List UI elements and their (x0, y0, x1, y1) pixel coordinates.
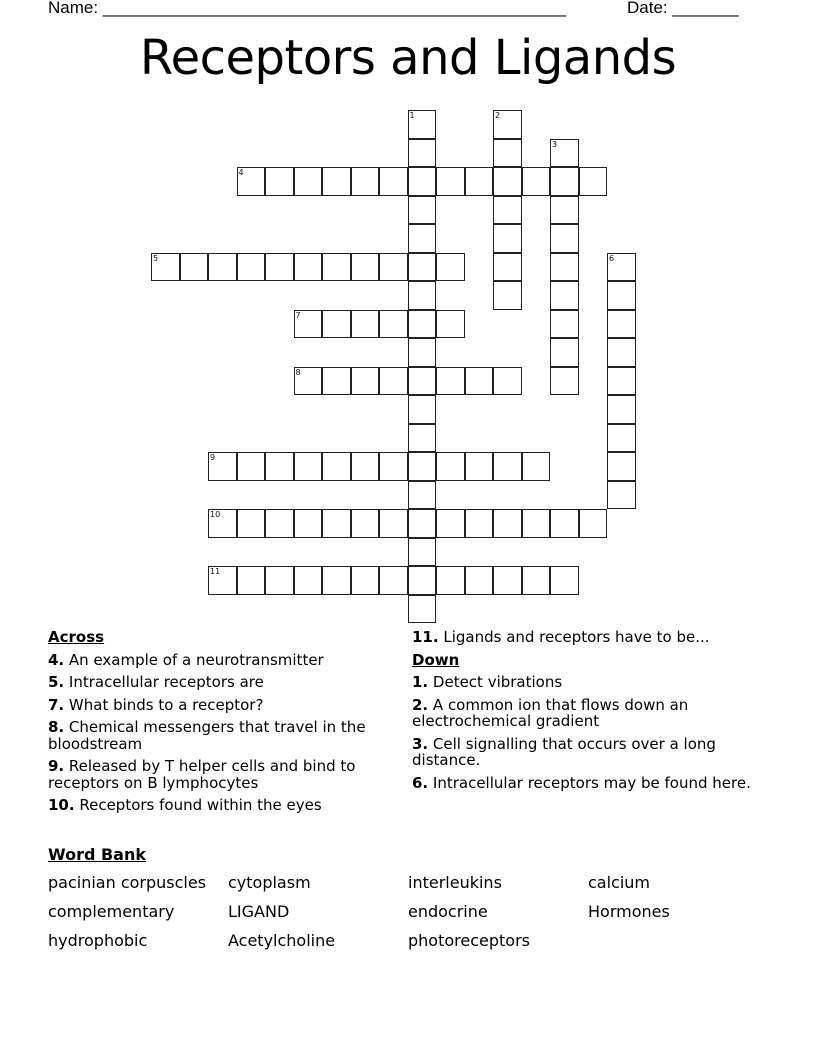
crossword-cell[interactable] (607, 481, 636, 510)
clue-number-label: 8 (295, 367, 301, 377)
word-bank-item: photoreceptors (408, 931, 530, 950)
clue-text: Released by T helper cells and bind to receptors on B lymphocytes (48, 757, 356, 792)
crossword-cell[interactable] (265, 566, 294, 595)
crossword-cell[interactable] (208, 509, 237, 538)
crossword-cell[interactable] (351, 310, 380, 339)
clue-number-label: 4 (238, 168, 244, 177)
crossword-cell[interactable] (322, 509, 351, 538)
crossword-cell[interactable] (351, 566, 380, 595)
crossword-cell[interactable] (408, 196, 437, 225)
crossword-cell[interactable] (379, 367, 408, 396)
crossword-cell[interactable] (493, 139, 522, 168)
crossword-cell[interactable] (408, 395, 437, 424)
crossword-cell[interactable] (379, 452, 408, 481)
down-heading: Down (412, 650, 460, 669)
clue-text: An example of a neurotransmitter (64, 650, 324, 669)
crossword-cell[interactable] (408, 509, 437, 538)
crossword-cell[interactable] (379, 566, 408, 595)
clue-number: 10. (48, 796, 75, 814)
clue-down-3 (412, 736, 752, 769)
crossword-cell[interactable] (265, 452, 294, 481)
crossword-cell[interactable] (550, 139, 579, 168)
clue-number: 11. (412, 628, 439, 646)
crossword-cell[interactable] (522, 452, 551, 481)
crossword-cell[interactable] (436, 253, 465, 282)
clue-number: 2. (412, 695, 429, 714)
crossword-cell[interactable] (607, 253, 636, 282)
date-field-label: Date: _______ (627, 0, 739, 17)
crossword-cell[interactable] (322, 310, 351, 339)
crossword-cell[interactable] (550, 253, 579, 282)
clue-text: Ligands and receptors have to be... (438, 628, 710, 646)
crossword-cell[interactable] (322, 253, 351, 282)
crossword-cell[interactable] (408, 538, 437, 567)
crossword-cell[interactable] (408, 595, 437, 624)
crossword-cell[interactable] (151, 253, 180, 282)
crossword-cell[interactable] (493, 452, 522, 481)
crossword-cell[interactable] (379, 509, 408, 538)
crossword-cell[interactable] (436, 566, 465, 595)
crossword-cell[interactable] (550, 338, 579, 367)
crossword-cell[interactable] (351, 253, 380, 282)
crossword-cell[interactable] (436, 452, 465, 481)
word-bank-item: Hormones (588, 902, 670, 921)
crossword-cell[interactable] (465, 509, 494, 538)
crossword-cell[interactable] (493, 509, 522, 538)
crossword-cell[interactable] (408, 139, 437, 168)
crossword-cell[interactable] (579, 509, 608, 538)
name-field-label: Name: _________________________________________________ (48, 0, 567, 17)
clue-number-label: 7 (295, 310, 301, 320)
crossword-cell[interactable] (408, 481, 437, 510)
crossword-cell[interactable] (550, 167, 579, 196)
crossword-cell[interactable] (408, 110, 437, 139)
clues-left-column (48, 629, 398, 820)
crossword-cell[interactable] (408, 281, 437, 310)
crossword-cell[interactable] (550, 196, 579, 225)
crossword-cell[interactable] (408, 566, 437, 595)
crossword-cell[interactable] (294, 452, 323, 481)
crossword-cell[interactable] (408, 167, 437, 196)
crossword-cell[interactable] (180, 253, 209, 282)
crossword-cell[interactable] (208, 253, 237, 282)
crossword-cell[interactable] (265, 167, 294, 196)
clue-across-5 (48, 674, 398, 691)
crossword-cell[interactable] (493, 224, 522, 253)
crossword-cell[interactable] (208, 452, 237, 481)
clue-text: Intracellular receptors may be found here. (428, 773, 751, 792)
crossword-cell[interactable] (265, 509, 294, 538)
clue-number: 8. (48, 718, 65, 736)
word-bank-item: cytoplasm (228, 873, 311, 892)
crossword-cell[interactable] (493, 566, 522, 595)
crossword-cell[interactable] (465, 167, 494, 196)
crossword-cell[interactable] (465, 452, 494, 481)
word-bank-heading: Word Bank (48, 845, 147, 864)
crossword-cell[interactable] (550, 367, 579, 396)
crossword-cell[interactable] (351, 367, 380, 396)
crossword-cell[interactable] (322, 367, 351, 396)
crossword-cell[interactable] (607, 395, 636, 424)
word-bank-item: complementary (48, 902, 175, 921)
crossword-cell[interactable] (237, 566, 266, 595)
word-bank-item: hydrophobic (48, 931, 148, 950)
word-bank-item: interleukins (408, 873, 502, 892)
crossword-cell[interactable] (493, 110, 522, 139)
crossword-cell[interactable] (294, 509, 323, 538)
clue-number: 5. (48, 673, 65, 691)
clue-number: 7. (48, 695, 65, 714)
crossword-cell[interactable] (322, 167, 351, 196)
clue-across-7 (48, 697, 398, 714)
clue-down-1 (412, 674, 752, 691)
clues-right-column (412, 629, 752, 797)
crossword-cell[interactable] (550, 224, 579, 253)
clue-number: 4. (48, 650, 65, 669)
crossword-cell[interactable] (408, 338, 437, 367)
crossword-cell[interactable] (294, 566, 323, 595)
clue-number: 9. (48, 757, 65, 775)
clue-across-8 (48, 719, 398, 752)
crossword-cell[interactable] (408, 310, 437, 339)
crossword-cell[interactable] (237, 253, 266, 282)
crossword-cell[interactable] (436, 310, 465, 339)
crossword-cell[interactable] (493, 281, 522, 310)
page-title: Receptors and Ligands (139, 30, 677, 86)
crossword-cell[interactable] (493, 167, 522, 196)
clue-number: 1. (412, 673, 429, 691)
word-bank-item: calcium (588, 873, 651, 892)
crossword-cell[interactable] (436, 167, 465, 196)
crossword-cell[interactable] (351, 167, 380, 196)
crossword-cell[interactable] (607, 424, 636, 453)
clue-text: A common ion that flows down an electrochemical gradient (412, 695, 689, 730)
crossword-cell[interactable] (322, 566, 351, 595)
crossword-cell[interactable] (408, 424, 437, 453)
crossword-cell[interactable] (408, 452, 437, 481)
crossword-cell[interactable] (550, 310, 579, 339)
clue-number-label: 5 (153, 253, 159, 263)
word-bank-item: endocrine (408, 902, 488, 921)
clue-text: Cell signalling that occurs over a long distance. (412, 734, 716, 769)
clue-across-9 (48, 758, 398, 791)
clue-across-11 (412, 629, 752, 646)
clue-text: Intracellular receptors are (64, 673, 264, 691)
crossword-cell[interactable] (379, 310, 408, 339)
word-bank-item: LIGAND (228, 902, 290, 921)
clue-number-label: 2 (495, 111, 501, 120)
crossword-cell[interactable] (237, 452, 266, 481)
clue-number-label: 11 (210, 567, 221, 576)
crossword-cell[interactable] (294, 310, 323, 339)
crossword-cell[interactable] (522, 566, 551, 595)
crossword-cell[interactable] (208, 566, 237, 595)
crossword-cell[interactable] (607, 367, 636, 396)
crossword-cell[interactable] (522, 167, 551, 196)
crossword-cell[interactable] (294, 167, 323, 196)
clue-text: Receptors found within the eyes (74, 796, 322, 814)
crossword-cell[interactable] (351, 509, 380, 538)
crossword-cell[interactable] (493, 367, 522, 396)
crossword-cell[interactable] (465, 566, 494, 595)
crossword-cell[interactable] (550, 566, 579, 595)
clue-down-2 (412, 697, 752, 730)
clue-across-10 (48, 797, 398, 814)
crossword-cell[interactable] (408, 253, 437, 282)
clue-number-label: 9 (210, 453, 216, 462)
clue-down-6 (412, 775, 752, 792)
clue-number-label: 10 (210, 510, 221, 519)
crossword-cell[interactable] (607, 338, 636, 367)
clue-number: 3. (412, 734, 429, 753)
word-bank (48, 873, 768, 951)
crossword-cell[interactable] (436, 367, 465, 396)
across-heading: Across (48, 628, 105, 646)
crossword-cell[interactable] (294, 253, 323, 282)
crossword-cell[interactable] (579, 167, 608, 196)
crossword-cell[interactable] (607, 310, 636, 339)
clue-number: 6. (412, 773, 429, 792)
crossword-cell[interactable] (493, 196, 522, 225)
clue-number-label: 1 (409, 111, 415, 120)
crossword-cell[interactable] (436, 509, 465, 538)
crossword-cell[interactable] (294, 367, 323, 396)
clue-text: What binds to a receptor? (64, 695, 264, 714)
crossword-cell[interactable] (237, 509, 266, 538)
clue-text: Detect vibrations (428, 673, 563, 691)
clue-text: Chemical messengers that travel in the bloodstream (48, 718, 366, 753)
crossword-cell[interactable] (408, 224, 437, 253)
word-bank-item: Acetylcholine (228, 931, 336, 950)
clue-across-4 (48, 652, 398, 669)
crossword-cell[interactable] (550, 281, 579, 310)
crossword-cell[interactable] (493, 253, 522, 282)
crossword-cell[interactable] (550, 509, 579, 538)
crossword-cell[interactable] (607, 281, 636, 310)
word-bank-item: pacinian corpuscles (48, 873, 207, 892)
crossword-cell[interactable] (379, 167, 408, 196)
crossword-cell[interactable] (522, 509, 551, 538)
clue-number-label: 6 (609, 253, 615, 263)
crossword-cell[interactable] (408, 367, 437, 396)
crossword-cell[interactable] (351, 452, 380, 481)
crossword-cell[interactable] (237, 167, 266, 196)
crossword-cell[interactable] (465, 367, 494, 396)
crossword-cell[interactable] (607, 452, 636, 481)
crossword-cell[interactable] (265, 253, 294, 282)
crossword-cell[interactable] (322, 452, 351, 481)
clue-number-label: 3 (552, 139, 558, 149)
crossword-cell[interactable] (379, 253, 408, 282)
